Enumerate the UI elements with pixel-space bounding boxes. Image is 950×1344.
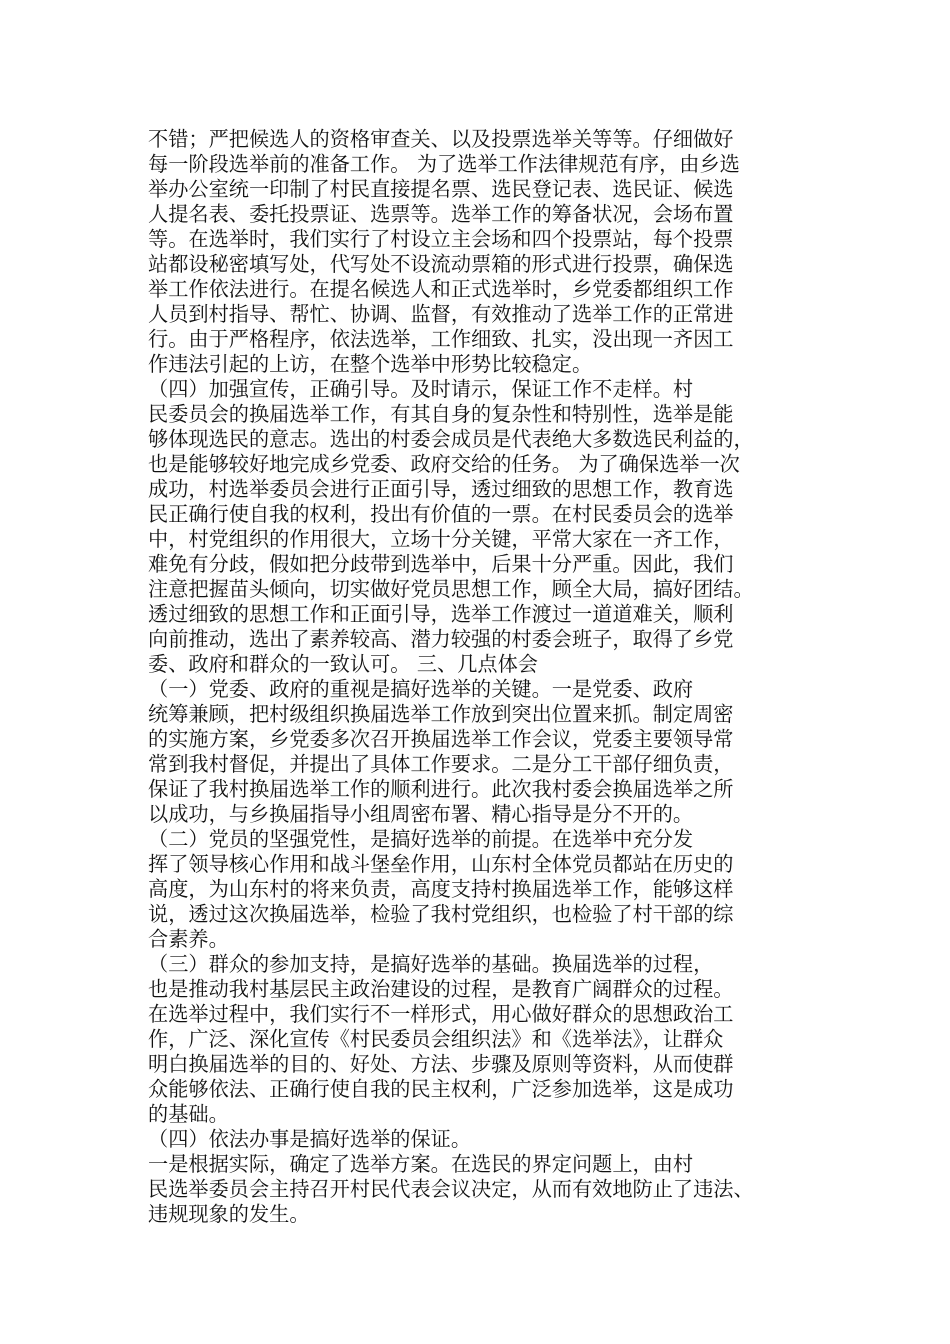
- text-line: 明白换届选举的目的、好处、方法、步骤及原则等资料，从而使群: [148, 1052, 734, 1076]
- text-line: 作，广泛、深化宣传《村民委员会组织法》和《选举法》，让群众: [148, 1027, 724, 1051]
- paragraph-first-line: 一是根据实际，确定了选举方案。在选民的界定问题上，由村: [148, 1152, 694, 1176]
- text-line: 违规现象的发生。: [148, 1202, 310, 1226]
- text-line: 人提名表、委托投票证、选票等。选举工作的筹备状况，会场布置: [148, 202, 734, 226]
- paragraph-first-line: （一）党委、政府的重视是搞好选举的关键。一是党委、政府: [148, 677, 694, 701]
- text-line: 说，透过这次换届选举，检验了我村党组织，也检验了村干部的综: [148, 902, 734, 926]
- text-line: 常到我村督促，并提出了具体工作要求。二是分工干部仔细负责，: [148, 752, 734, 776]
- text-line: 的基础。: [148, 1102, 229, 1126]
- text-line: 行。由于严格程序，依法选举，工作细致、扎实，没出现一齐因工: [148, 327, 734, 351]
- paragraph-first-line: （三）群众的参加支持，是搞好选举的基础。换届选举的过程，: [148, 952, 714, 976]
- text-line: 举工作依法进行。在提名候选人和正式选举时，乡党委都组织工作: [148, 277, 734, 301]
- text-line: 高度，为山东村的将来负责，高度支持村换届选举工作，能够这样: [148, 877, 734, 901]
- text-line: 民正确行使自我的权利，投出有价值的一票。在村民委员会的选举: [148, 502, 734, 526]
- text-line: 民选举委员会主持召开村民代表会议决定，从而有效地防止了违法、: [148, 1177, 754, 1201]
- paragraph-first-line: （四）依法办事是搞好选举的保证。: [148, 1127, 472, 1151]
- text-line: 向前推动，选出了素养较高、潜力较强的村委会班子，取得了乡党: [148, 627, 734, 651]
- text-line: 统筹兼顾，把村级组织换届选举工作放到突出位置来抓。制定周密: [148, 702, 734, 726]
- text-line: 民委员会的换届选举工作，有其自身的复杂性和特别性，选举是能: [148, 402, 734, 426]
- text-line: 每一阶段选举前的准备工作。 为了选举工作法律规范有序，由乡选: [148, 152, 740, 176]
- text-line: 难免有分歧，假如把分歧带到选举中，后果十分严重。因此，我们: [148, 552, 734, 576]
- text-line: 委、政府和群众的一致认可。 三、几点体会: [148, 652, 538, 676]
- text-line: 透过细致的思想工作和正面引导，选举工作渡过一道道难关，顺利: [148, 602, 734, 626]
- text-line: 合素养。: [148, 927, 229, 951]
- text-line: 不错；严把候选人的资格审查关、以及投票选举关等等。仔细做好: [148, 127, 734, 151]
- text-line: 挥了领导核心作用和战斗堡垒作用，山东村全体党员都站在历史的: [148, 852, 734, 876]
- text-line: 也是推动我村基层民主政治建设的过程，是教育广阔群众的过程。: [148, 977, 734, 1001]
- text-line: 保证了我村换届选举工作的顺利进行。此次我村委会换届选举之所: [148, 777, 734, 801]
- text-line: 成功，村选举委员会进行正面引导，透过细致的思想工作，教育选: [148, 477, 734, 501]
- text-line: 中，村党组织的作用很大，立场十分关键，平常大家在一齐工作，: [148, 527, 734, 551]
- text-line: 等。在选举时，我们实行了村设立主会场和四个投票站，每个投票: [148, 227, 734, 251]
- paragraph-first-line: （四）加强宣传，正确引导。及时请示，保证工作不走样。村: [148, 377, 694, 401]
- text-line: 够体现选民的意志。选出的村委会成员是代表绝大多数选民利益的，: [148, 427, 754, 451]
- text-line: 作违法引起的上访，在整个选举中形势比较稳定。: [148, 352, 593, 376]
- text-line: 站都设秘密填写处，代写处不设流动票箱的形式进行投票，确保选: [148, 252, 734, 276]
- text-line: 的实施方案，乡党委多次召开换届选举工作会议，党委主要领导常: [148, 727, 734, 751]
- text-line: 以成功，与乡换届指导小组周密布署、精心指导是分不开的。: [148, 802, 694, 826]
- text-line: 也是能够较好地完成乡党委、政府交给的任务。 为了确保选举一次: [148, 452, 740, 476]
- text-line: 众能够依法、正确行使自我的民主权利，广泛参加选举，这是成功: [148, 1077, 734, 1101]
- text-line: 举办公室统一印制了村民直接提名票、选民登记表、选民证、候选: [148, 177, 734, 201]
- paragraph-first-line: （二）党员的坚强党性，是搞好选举的前提。在选举中充分发: [148, 827, 694, 851]
- text-line: 人员到村指导、帮忙、协调、监督，有效推动了选举工作的正常进: [148, 302, 734, 326]
- text-line: 在选举过程中，我们实行不一样形式，用心做好群众的思想政治工: [148, 1002, 734, 1026]
- text-line: 注意把握苗头倾向，切实做好党员思想工作，顾全大局，搞好团结。: [148, 577, 754, 601]
